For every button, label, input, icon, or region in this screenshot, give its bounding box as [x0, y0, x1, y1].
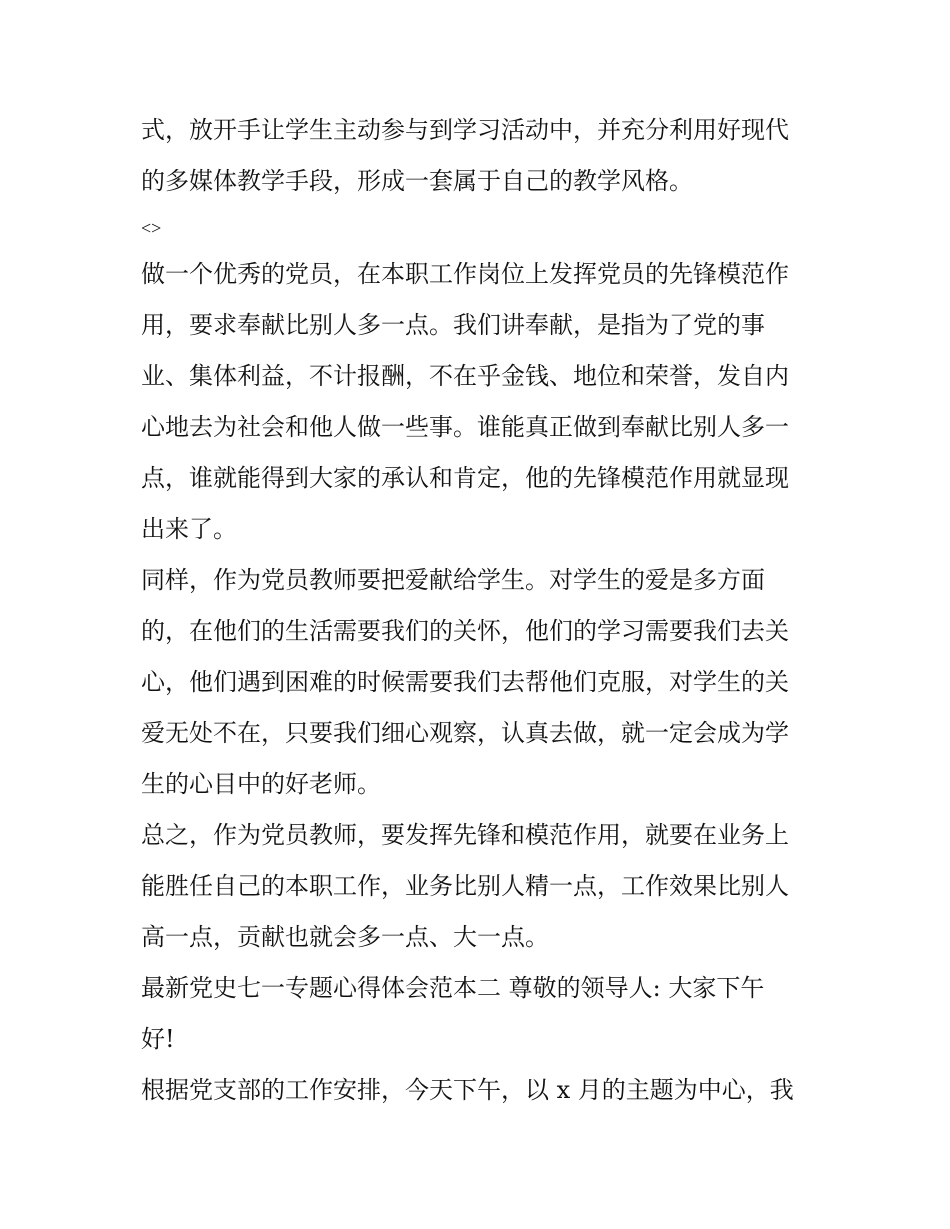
- text-line: 做一个优秀的党员，在本职工作岗位上发挥党员的先锋模范作: [141, 260, 789, 288]
- text-line: 的多媒体教学手段，形成一套属于自己的教学风格。: [141, 167, 693, 195]
- text-line: 好!: [141, 1025, 175, 1053]
- text-line: 最新党史七一专题心得体会范本二 尊敬的领导人: 大家下午: [141, 974, 765, 1002]
- section-marker: <>: [141, 218, 162, 238]
- text-line: 出来了。: [141, 515, 237, 543]
- text-line: 根据党支部的工作安排，今天下午，以 x 月的主题为中心，我: [141, 1076, 794, 1104]
- text-line: 同样，作为党员教师要把爱献给学生。对学生的爱是多方面: [141, 566, 765, 594]
- text-line: 点，谁就能得到大家的承认和肯定，他的先锋模范作用就显现: [141, 464, 789, 492]
- text-line: 式，放开手让学生主动参与到学习活动中，并充分利用好现代: [141, 116, 789, 144]
- document-body: [141, 105, 813, 1116]
- text-line: 心地去为社会和他人做一些事。谁能真正做到奉献比别人多一: [141, 413, 789, 441]
- text-line: 生的心目中的好老师。: [141, 770, 381, 798]
- text-line: 能胜任自己的本职工作，业务比别人精一点，工作效果比别人: [141, 872, 789, 900]
- text-line: 用，要求奉献比别人多一点。我们讲奉献，是指为了党的事: [141, 311, 765, 339]
- text-line: 高一点，贡献也就会多一点、大一点。: [141, 923, 549, 951]
- text-line: 心，他们遇到困难的时候需要我们去帮他们克服，对学生的关: [141, 668, 789, 696]
- text-line: 爱无处不在，只要我们细心观察，认真去做，就一定会成为学: [141, 719, 789, 747]
- text-line: 的，在他们的生活需要我们的关怀，他们的学习需要我们去关: [141, 617, 789, 645]
- text-line: 业、集体利益，不计报酬，不在乎金钱、地位和荣誉，发自内: [141, 362, 789, 390]
- text-line: 总之，作为党员教师，要发挥先锋和模范作用，就要在业务上: [141, 821, 789, 849]
